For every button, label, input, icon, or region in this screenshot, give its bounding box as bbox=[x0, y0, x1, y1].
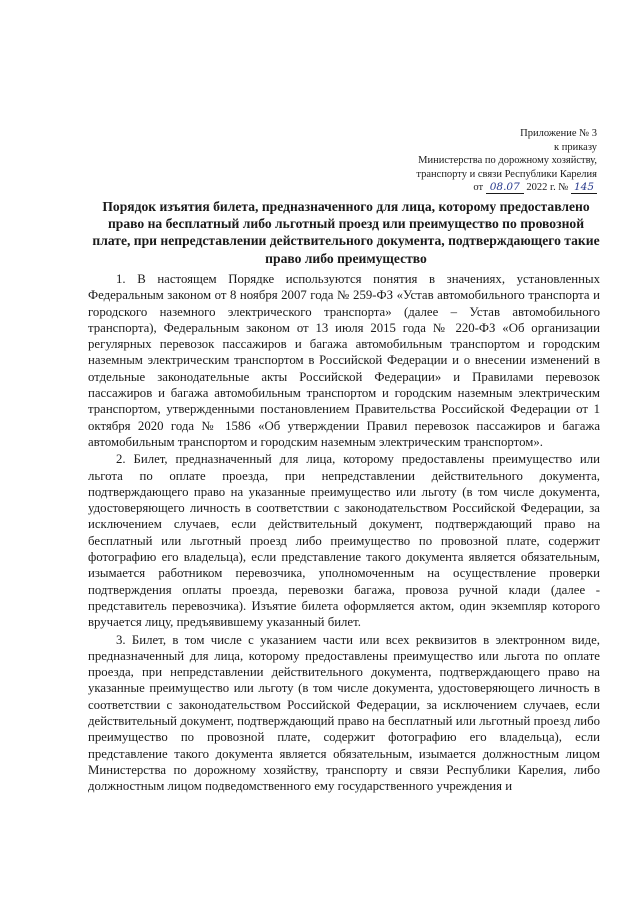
date-prefix: от bbox=[473, 182, 484, 194]
document-title: Порядок изъятия билета, предназначенного для лица, которому предоставлено право на бесплатный либо льготный проезд или преимущество по провозной плате, при непредставлении действительного документа, подтверждающего такие право либо преимущество bbox=[92, 199, 600, 266]
year-number-label: 2022 г. № bbox=[526, 182, 569, 194]
appendix-block bbox=[416, 127, 597, 195]
paragraph-3: 3. Билет, в том числе с указанием части или всех реквизитов в электронном виде, предназначенный для лица, которому предоставлены преимущество или льгота по оплате проезда, при непредставлении действительного документа, подтверждающего право на указанные преимущество или льготу (в том числе документа, удостоверяющего личность в соответствии с законодательством Российской Федерации, за исключением случаев, если действительный документ, подтверждающий право на бесплатный или льготный проезд либо преимущество по провозной плате, содержит фотографию его владельца), если представление такого документа является обязательным, изымается должностным лицом Министерства по дорожному хозяйству, транспорту и связи Республики Карелия, либо должностным лицом подведомственного ему государственного учреждения и bbox=[88, 632, 600, 794]
paragraph-1: 1. В настоящем Порядке используются понятия в значениях, установленных Федеральным законом от 8 ноября 2007 года № 259-ФЗ «Устав автомобильного транспорта и городского наземного электрического транспорта» (далее – Устав автомобильного транспорта), Федеральным законом от 13 июля 2015 года № 220-ФЗ «Об организации регулярных перевозок пассажиров и багажа автомобильным транспортом и городским наземным электрическим транспортом в Российской Федерации и о внесении изменений в отдельные законодательные акты Российской Федерации» и Правилами перевозок пассажиров и багажа автомобильным транспортом и городским наземным электрическим транспортом, утвержденными постановлением Правительства Российской Федерации от 1 октября 2020 года № 1586 «Об утверждении Правил перевозок пассажиров и багажа автомобильным транспортом и городским наземным электрическим транспортом». bbox=[88, 272, 600, 449]
appendix-order-label: к приказу bbox=[554, 141, 597, 153]
appendix-ministry-line-2: транспорту и связи Республики Карелия bbox=[416, 168, 597, 180]
appendix-number: Приложение № 3 bbox=[520, 128, 597, 139]
handwritten-order-number: 145 bbox=[571, 182, 597, 194]
paragraph-2: 2. Билет, предназначенный для лица, которому предоставлены преимущество или льгота по оплате проезда, при непредставлении действительного документа, подтверждающего право на указанные преимущество или льготу (в том числе документа, удостоверяющего личность в соответствии с законодательством Российской Федерации, за исключением случаев, если действительный документ, подтверждающий право на бесплатный или льготный проезд либо преимущество по провозной плате, содержит фотографию его владельца), если представление такого документа является обязательным, изымается работником перевозчика, уполномоченным на осуществление проверки подтверждения оплаты проезда, перевозки багажа, провоза ручной клади (далее - представитель перевозчика). Изъятие билета оформляется актом, один экземпляр которого вручается лицу, предъявившему указанный билет. bbox=[88, 452, 600, 630]
handwritten-date: 08.07 bbox=[486, 182, 524, 194]
appendix-ministry-line: Министерства по дорожному хозяйству, bbox=[418, 155, 597, 167]
document-body bbox=[88, 271, 600, 795]
appendix-date-line bbox=[416, 181, 597, 195]
